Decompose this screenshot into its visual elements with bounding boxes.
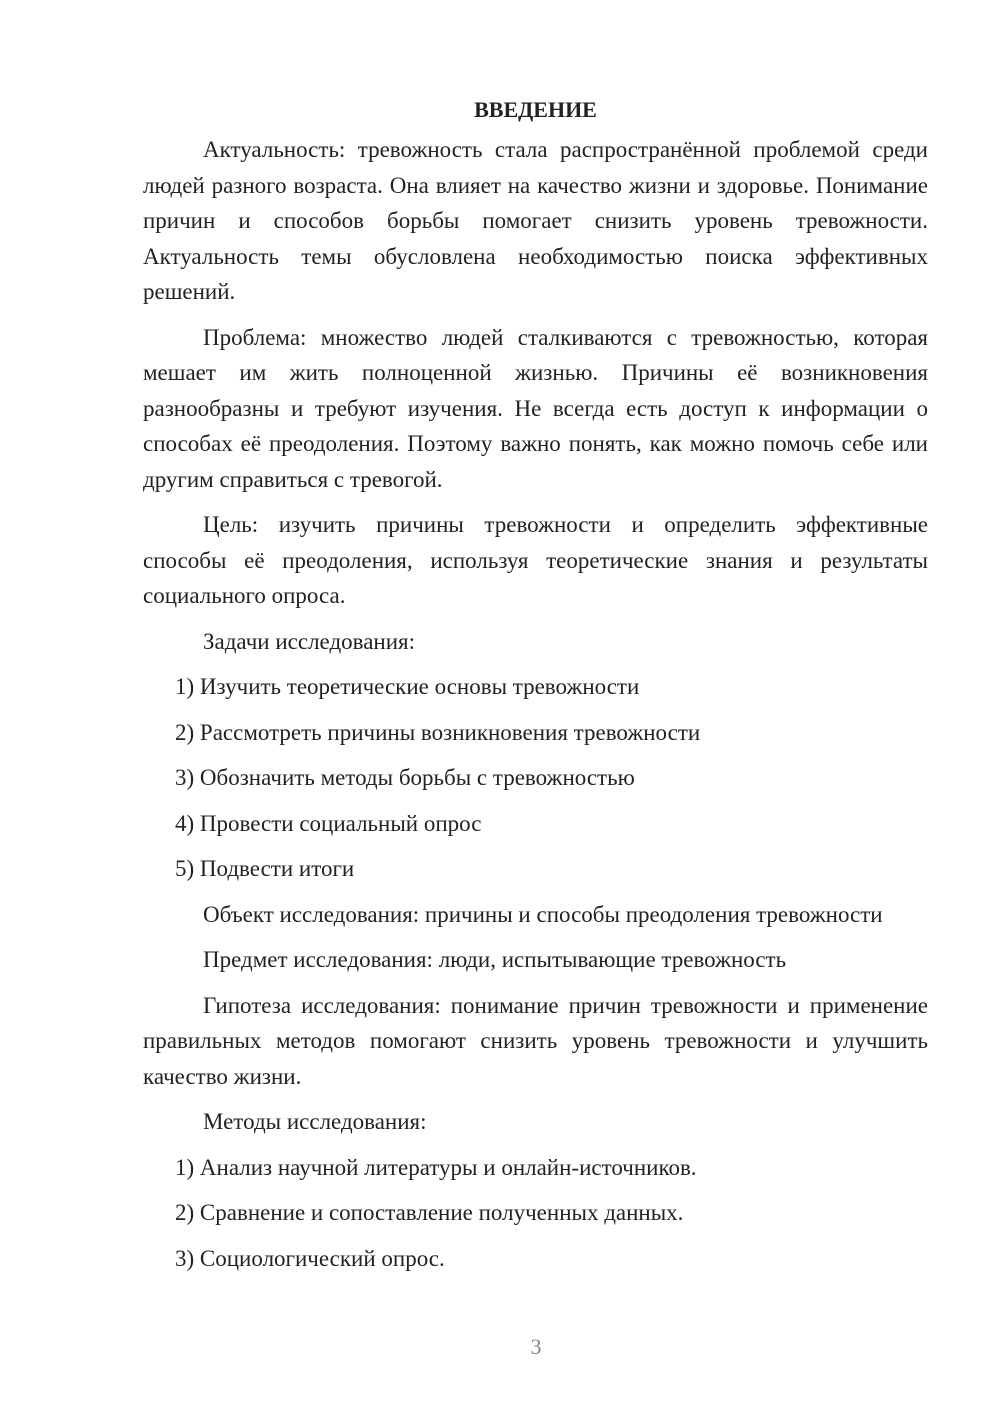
methods-list (143, 1150, 928, 1277)
task-item: 1) Изучить теоретические основы тревожности (175, 674, 640, 699)
method-item: 3) Социологический опрос. (175, 1245, 445, 1271)
page-content (143, 92, 928, 1286)
page-number: 3 (530, 1334, 542, 1359)
tasks-list (143, 669, 928, 887)
task-item: 5) Подвести итоги (175, 856, 355, 881)
method-item: 1) Анализ научной литературы и онлайн-источников. (175, 1154, 697, 1180)
problem-paragraph: Проблема: множество людей сталкиваются с тревожностью, которая мешает им жить полноценной жизнью. Причины её возникновения разнообразны и требуют изучения. Не всегда есть доступ к информации о способах её преодоления. Поэтому важно понять, как можно помочь себе или другим справиться с тревогой. (143, 324, 928, 492)
hypothesis-paragraph: Гипотеза исследования: понимание причин тревожности и применение правильных методов помогают снизить уровень тревожности и улучшить качество жизни. (143, 992, 928, 1089)
task-item: 3) Обозначить методы борьбы с тревожностью (175, 765, 635, 790)
relevance-paragraph: Актуальность: тревожность стала распространённой проблемой среди людей разного возраста. Она влияет на качество жизни и здоровье. Понимание причин и способов борьбы помогает снизить уровень тревожности. Актуальность темы обусловлена необходимостью поиска эффективных решений. (143, 137, 928, 304)
task-item: 4) Провести социальный опрос (175, 810, 482, 836)
subject-paragraph: Предмет исследования: люди, испытывающие тревожность (203, 947, 787, 972)
goal-paragraph: Цель: изучить причины тревожности и определить эффективные способы её преодоления, используя теоретические знания и результаты социального опроса. (143, 512, 928, 608)
task-item: 2) Рассмотреть причины возникновения тревожности (175, 719, 701, 745)
methods-label: Методы исследования: (203, 1109, 427, 1134)
tasks-label: Задачи исследования: (203, 628, 416, 654)
method-item: 2) Сравнение и сопоставление полученных данных. (175, 1200, 684, 1225)
object-paragraph: Объект исследования: причины и способы преодоления тревожности (203, 901, 883, 927)
section-heading: ВВЕДЕНИЕ (474, 97, 597, 122)
